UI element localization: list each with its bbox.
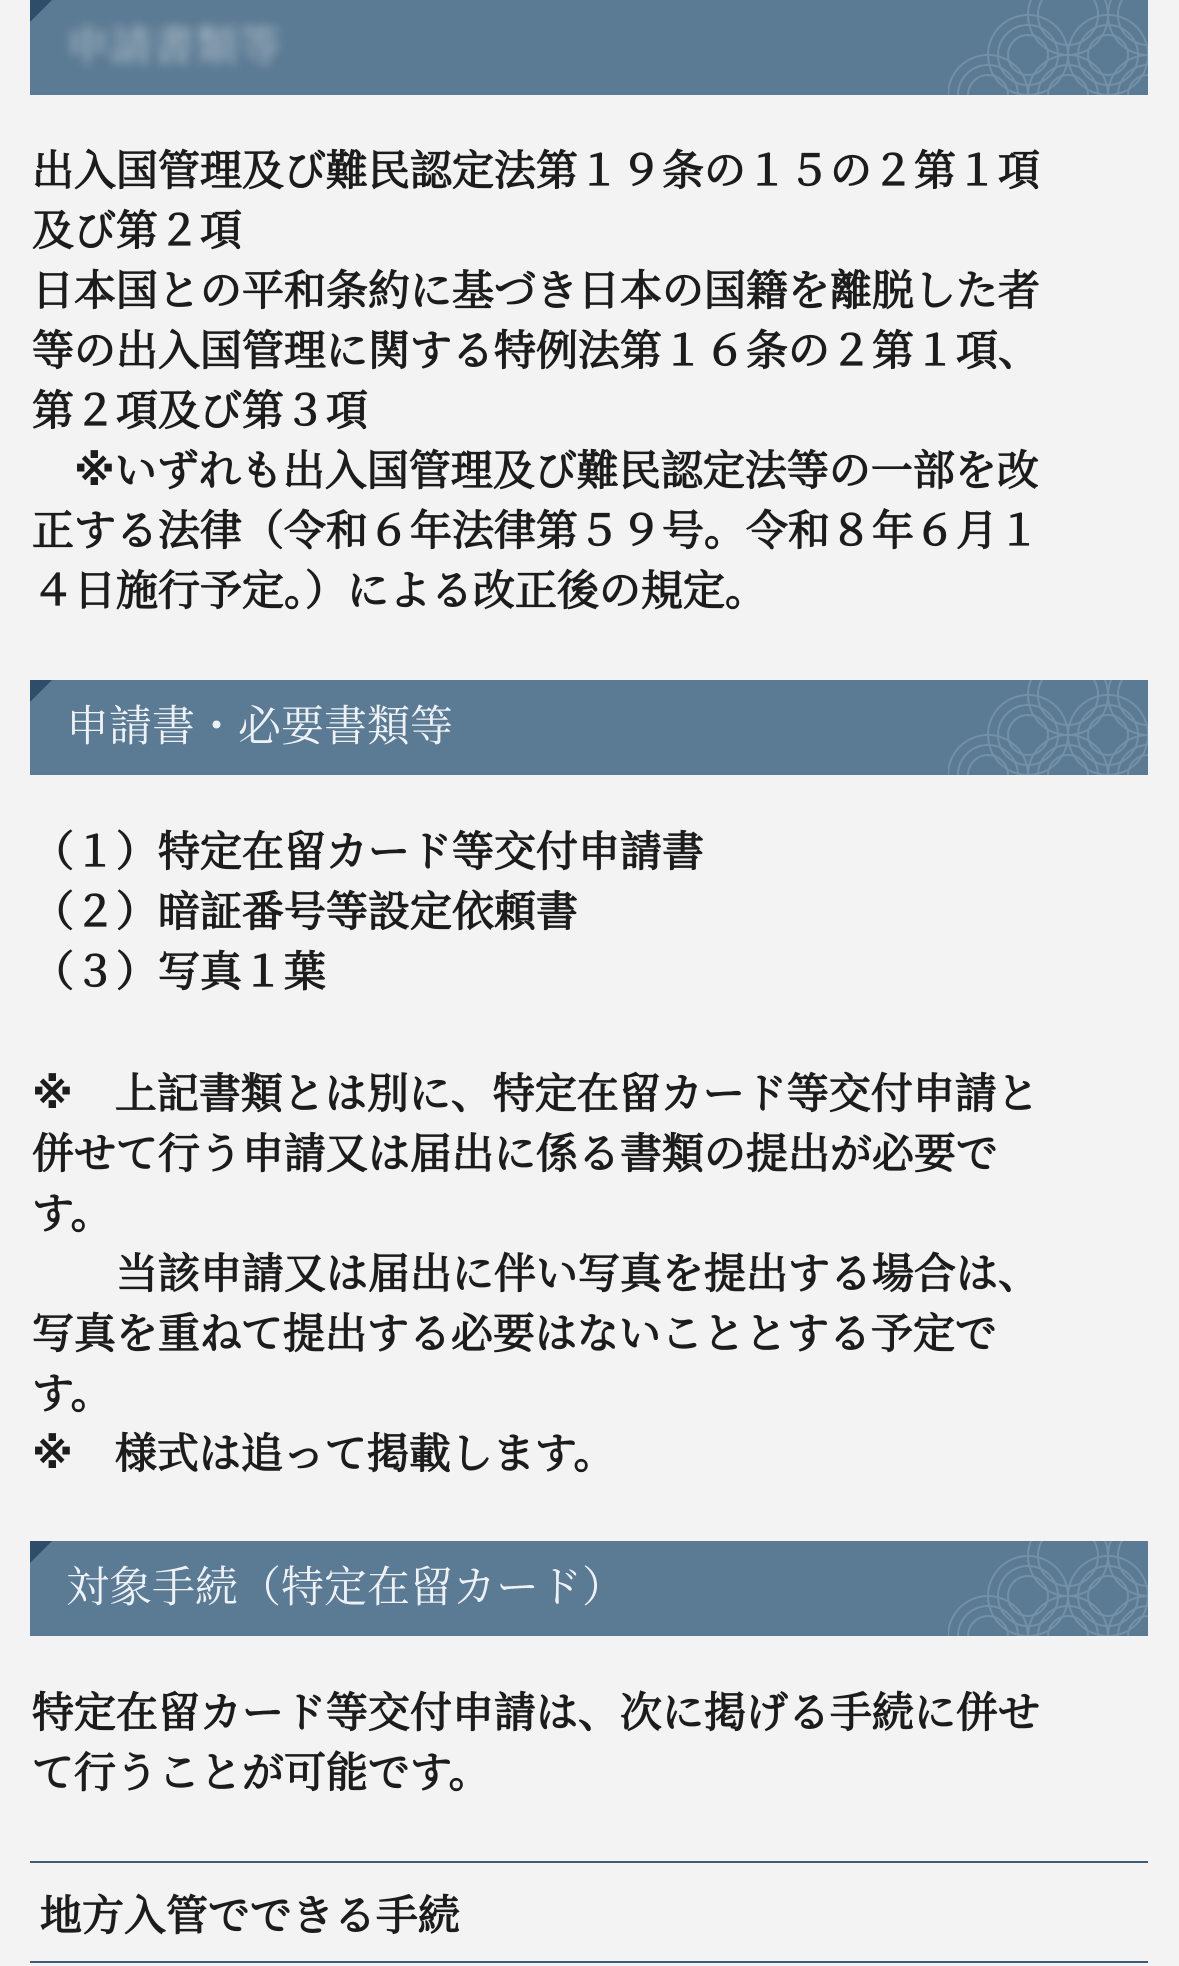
wave-pattern-icon bbox=[948, 680, 1148, 775]
procedures-text-line: て行うことが可能です。 bbox=[32, 1748, 491, 1797]
law-text-line: ※いずれも出入国管理及び難民認定法等の一部を改 bbox=[32, 446, 1039, 495]
section-header-title: 申請書・必要書類等 bbox=[66, 702, 453, 752]
wave-pattern-icon bbox=[948, 0, 1148, 95]
note-line: 写真を重ねて提出する必要はないこととする予定で bbox=[32, 1309, 997, 1358]
note-line: す。 bbox=[32, 1369, 113, 1418]
wave-pattern-icon bbox=[948, 1541, 1148, 1636]
law-text-line: ４日施行予定。）による改正後の規定。 bbox=[32, 566, 768, 615]
header-corner-mark bbox=[30, 1541, 52, 1563]
section-header-top bbox=[30, 0, 1148, 95]
note-line: 当該申請又は届出に伴い写真を提出する場合は、 bbox=[32, 1249, 1041, 1298]
list-item: （２）暗証番号等設定依頼書 bbox=[32, 887, 579, 936]
note-line: ※ 上記書類とは別に、特定在留カード等交付申請と bbox=[32, 1069, 1039, 1118]
law-text-line: 正する法律（令和６年法律第５９号。令和８年６月１ bbox=[32, 506, 1041, 555]
procedures-text-line: 特定在留カード等交付申請は、次に掲げる手続に併せ bbox=[32, 1688, 1041, 1737]
divider bbox=[30, 1961, 1148, 1963]
header-corner-mark bbox=[30, 680, 52, 702]
law-text bbox=[32, 141, 1040, 621]
list-item: （１）特定在留カード等交付申請書 bbox=[32, 827, 705, 876]
section-header-procedures bbox=[30, 1541, 1148, 1636]
law-text-line: 第２項及び第３項 bbox=[32, 386, 369, 435]
law-text-line: 出入国管理及び難民認定法第１９条の１５の２第１項 bbox=[32, 146, 1041, 195]
notes bbox=[32, 1064, 1040, 1484]
list-item: （３）写真１葉 bbox=[32, 947, 327, 996]
law-text-line: 等の出入国管理に関する特例法第１６条の２第１項、 bbox=[32, 326, 1041, 375]
divider bbox=[30, 1861, 1148, 1863]
documents-list bbox=[32, 822, 704, 1002]
subsection-title: 地方入管でできる手続 bbox=[40, 1891, 461, 1940]
section-header-documents bbox=[30, 680, 1148, 775]
law-text-line: 日本国との平和条約に基づき日本の国籍を離脱した者 bbox=[32, 266, 1041, 315]
note-line: す。 bbox=[32, 1189, 113, 1238]
header-corner-mark bbox=[30, 0, 52, 22]
law-text-line: 及び第２項 bbox=[32, 206, 243, 255]
note-line: ※ 様式は追って掲載します。 bbox=[32, 1429, 616, 1478]
section-header-title: 申請書類等 bbox=[66, 22, 281, 72]
note-line: 併せて行う申請又は届出に係る書類の提出が必要で bbox=[32, 1129, 999, 1178]
section-header-title: 対象手続（特定在留カード） bbox=[66, 1563, 625, 1613]
procedures-text bbox=[32, 1683, 1040, 1803]
